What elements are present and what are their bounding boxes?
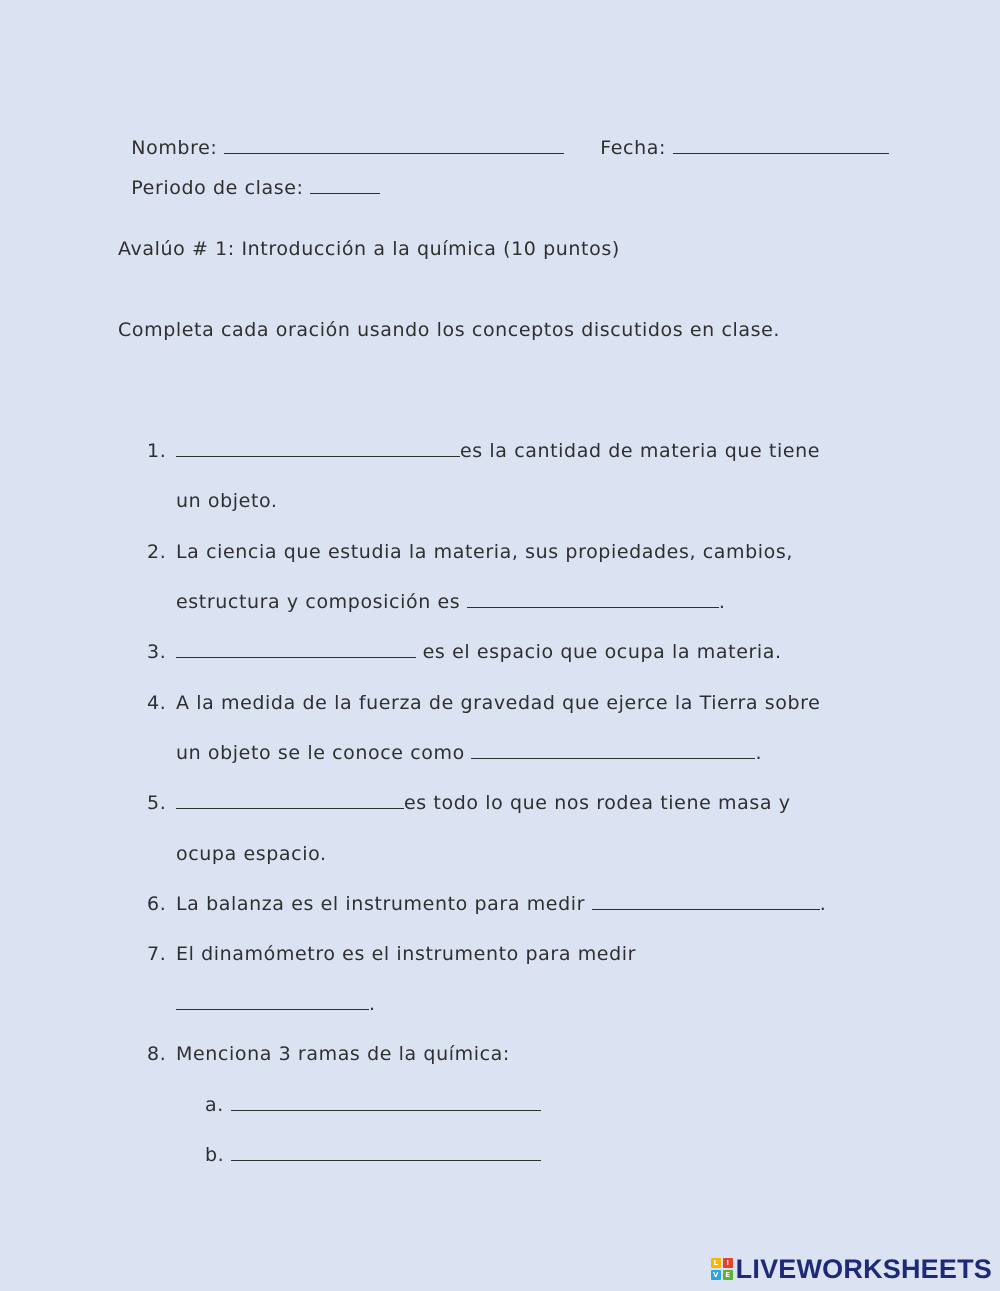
logo-text: LIVEWORKSHEETS — [735, 1253, 992, 1284]
question-text: es todo lo que nos rodea tiene masa y — [404, 792, 791, 814]
question-text: La balanza es el instrumento para medir — [176, 893, 586, 915]
question-7-answer-blank[interactable] — [176, 1008, 369, 1010]
question-5-answer-blank[interactable] — [176, 807, 404, 809]
instructions: Completa cada oración usando los conceptos discutidos en clase. — [118, 319, 781, 341]
date-label: Fecha: — [600, 137, 666, 159]
question-number: 3. — [147, 641, 167, 663]
sub-item-b — [205, 1146, 541, 1165]
assessment-title: Avalúo # 1: Introducción a la química (10 puntos) — [118, 238, 620, 260]
sub-item-label: b. — [205, 1144, 225, 1166]
question-number: 6. — [147, 893, 167, 915]
question-1-line-1 — [176, 442, 820, 461]
question-4-answer-blank[interactable] — [471, 757, 755, 759]
question-number: 4. — [147, 692, 167, 714]
question-number: 8. — [147, 1043, 167, 1065]
question-2-line-2 — [176, 593, 726, 612]
date-input-line[interactable] — [673, 152, 889, 154]
question-1-answer-blank[interactable] — [176, 455, 460, 457]
question-4-line-2 — [176, 744, 762, 763]
question-number: 1. — [147, 440, 167, 462]
date-row — [587, 120, 889, 158]
question-3-line-1 — [176, 643, 782, 662]
liveworksheets-logo — [711, 1253, 992, 1285]
question-end: . — [369, 993, 376, 1015]
question-3-answer-blank[interactable] — [176, 656, 416, 658]
question-6-answer-blank[interactable] — [592, 908, 820, 910]
question-number: 5. — [147, 792, 167, 814]
question-2-line-1: La ciencia que estudia la materia, sus propiedades, cambios, — [176, 541, 794, 563]
question-number: 7. — [147, 943, 167, 965]
question-end: . — [718, 591, 726, 613]
logo-block: L — [711, 1258, 721, 1268]
question-5-line-2: ocupa espacio. — [176, 843, 327, 865]
name-input-line[interactable] — [224, 152, 564, 154]
question-6-line-1 — [176, 895, 826, 914]
question-2-answer-blank[interactable] — [467, 606, 719, 608]
logo-block: E — [723, 1270, 733, 1280]
question-5-line-1 — [176, 794, 791, 813]
logo-block: V — [711, 1270, 721, 1280]
question-text: estructura y composición es — [176, 591, 461, 613]
sub-item-a — [205, 1096, 541, 1115]
logo-blocks-icon — [711, 1258, 733, 1280]
name-label: Nombre: — [131, 137, 218, 159]
question-text: es la cantidad de materia que tiene — [460, 440, 821, 462]
period-row — [118, 160, 380, 198]
question-7-line-2 — [176, 995, 376, 1014]
question-8-line-1: Menciona 3 ramas de la química: — [176, 1043, 510, 1065]
question-text: es el espacio que ocupa la materia. — [416, 641, 782, 663]
name-row — [118, 120, 564, 158]
question-number: 2. — [147, 541, 167, 563]
question-7-line-1: El dinamómetro es el instrumento para medir — [176, 943, 637, 965]
question-1-line-2: un objeto. — [176, 490, 278, 512]
sub-item-label: a. — [205, 1094, 224, 1116]
question-end: . — [755, 742, 763, 764]
logo-block: I — [723, 1258, 733, 1268]
period-label: Periodo de clase: — [131, 177, 304, 199]
period-input-line[interactable] — [310, 192, 380, 194]
sub-item-b-answer-blank[interactable] — [231, 1159, 541, 1161]
question-text: un objeto se le conoce como — [176, 742, 465, 764]
question-4-line-1: A la medida de la fuerza de gravedad que ejerce la Tierra sobre — [176, 692, 821, 714]
sub-item-a-answer-blank[interactable] — [231, 1109, 541, 1111]
question-end: . — [819, 893, 827, 915]
